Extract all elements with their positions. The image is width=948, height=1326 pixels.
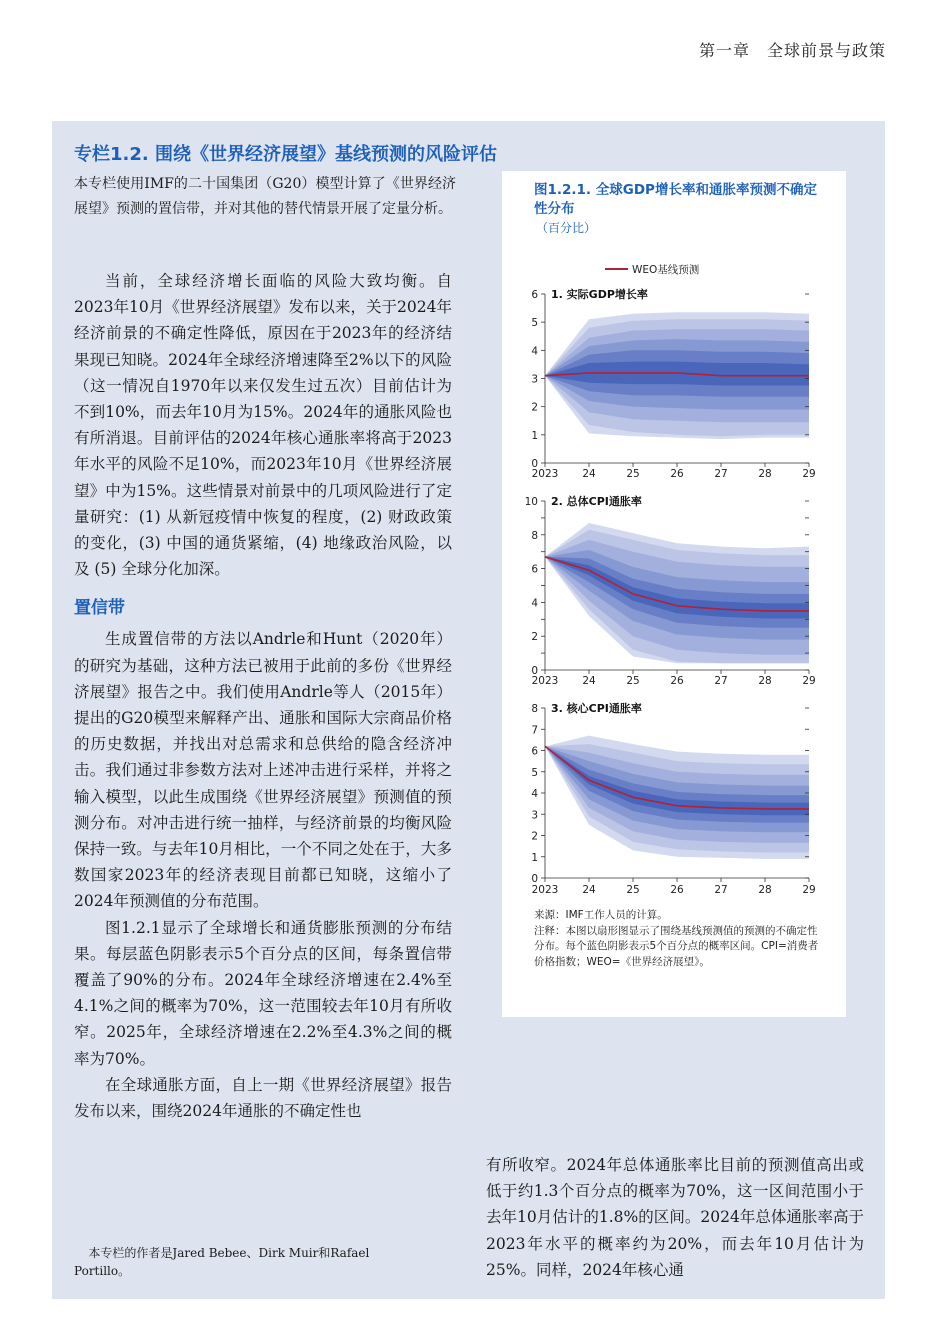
panel2-xtick-label: 28: [758, 675, 772, 687]
panel1-ytick-label: 6: [531, 289, 538, 301]
panel1-xtick-label: 26: [670, 468, 684, 480]
panel1-ytick-label: 1: [531, 429, 538, 442]
panel2-ytick-label: 10: [524, 496, 538, 508]
running-head: 第一章 全球前景与政策: [698, 41, 886, 60]
figure-source: 来源：IMF工作人员的计算。: [534, 909, 668, 921]
panel3-xtick-label: 28: [758, 884, 772, 896]
panel2-xtick-label: 27: [714, 675, 728, 687]
panel1-xtick-label: 29: [802, 468, 816, 480]
fan-chart-svg: [502, 171, 846, 901]
panel3-title: 3. 核心CPI通胀率: [551, 702, 642, 715]
paragraph-2: 生成置信带的方法以Andrle和Hunt（2020年）的研究为基础，这种方法已被用于此前的多份《世界经济展望》报告之中。我们使用Andrle等人（2015年）提出的G20模型来解释产出、通胀和国际大宗商品价格的历史数据，并找出对总需求和总供给的隐含经济冲击。我们通过非参数方法对上述冲击进行采样，并将之输入模型，以此生成围绕《世界经济展望》预测值的预测分布。对冲击进行统一抽样，与经济前景的均衡风险保持一致。与去年10月相比，一个不同之处在于，大多数国家2023年的经济表现目前都已知晓，这缩小了2024年预测值的分布范围。: [74, 630, 452, 911]
box-title: 专栏1.2. 围绕《世界经济展望》基线预测的风险评估: [74, 144, 497, 165]
panel3-ytick-label: 1: [531, 851, 538, 864]
panel3-ytick-label: 8: [531, 703, 538, 715]
legend-label-baseline: WEO基线预测: [632, 264, 700, 276]
figure-notes: [534, 908, 824, 970]
footnote-text: 本专栏的作者是Jared Bebee、Dirk Muir和Rafael Portillo。: [74, 1246, 370, 1278]
panel2-xtick-label: 29: [802, 675, 816, 687]
panel2-ytick-label: 6: [531, 563, 538, 576]
panel1-ytick-label: 4: [531, 345, 538, 358]
panel2-ytick-label: 4: [531, 597, 538, 610]
paragraph-5: 有所收窄。2024年总体通胀率比目前的预测值高出或低于约1.3个百分点的概率为70%，这一区间范围小于去年10月估计的1.8%的区间。2024年总体通胀率高于2023年水平的概率约为20%，而去年10月估计为25%。同样，2024年核心通: [486, 1156, 864, 1279]
panel3-xtick-label: 25: [626, 884, 640, 896]
panel3-ytick-label: 0: [531, 873, 538, 885]
panel2-ytick-label: 8: [531, 529, 538, 542]
panel2-ytick-label: 0: [531, 665, 538, 677]
box-intro: 本专栏使用IMF的二十国集团（G20）模型计算了《世界经济展望》预测的置信带，并对其他的替代情景开展了定量分析。: [74, 176, 456, 217]
paragraph-3: 图1.2.1显示了全球增长和通货膨胀预测的分布结果。每层蓝色阴影表示5个百分点的区间，每条置信带覆盖了90%的分布。2024年全球经济增速在2.4%至4.1%之间的概率为70%，这一范围较去年10月有所收窄。2025年，全球经济增速在2.2%至4.3%之间的概率为70%。: [74, 918, 452, 1068]
figure-subtitle: （百分比）: [536, 221, 597, 235]
panel1-xtick-label: 28: [758, 468, 772, 480]
panel3-ytick-label: 3: [531, 809, 538, 822]
panel2-xtick-label: 24: [582, 675, 596, 687]
panel3-ytick-label: 7: [531, 724, 538, 737]
panel1-xtick-label: 2023: [531, 468, 559, 480]
panel2-xtick-label: 25: [626, 675, 640, 687]
panel2-title: 2. 总体CPI通胀率: [551, 495, 642, 508]
panel1-ytick-label: 2: [531, 401, 538, 414]
panel3-ytick-label: 5: [531, 766, 538, 779]
panel2-ytick-label: 2: [531, 631, 538, 644]
panel3-ytick-label: 6: [531, 745, 538, 758]
figure-title: 图1.2.1. 全球GDP增长率和通胀率预测不确定性分布: [534, 182, 817, 217]
panel3-xtick-label: 26: [670, 884, 684, 896]
paragraph-4: 在全球通胀方面，自上一期《世界经济展望》报告发布以来，围绕2024年通胀的不确定性也: [74, 1075, 452, 1121]
panel1-xtick-label: 24: [582, 468, 596, 480]
panel3-xtick-label: 2023: [531, 884, 559, 896]
panel3-ytick-label: 2: [531, 830, 538, 843]
panel3-xtick-label: 29: [802, 884, 816, 896]
panel3-xtick-label: 24: [582, 884, 596, 896]
panel2-xtick-label: 2023: [531, 675, 559, 687]
left-column: [74, 268, 452, 1124]
panel3-xtick-label: 27: [714, 884, 728, 896]
panel1-xtick-label: 25: [626, 468, 640, 480]
figure-panel: [502, 171, 846, 1017]
panel1-ytick-label: 0: [531, 458, 538, 470]
panel1-title: 1. 实际GDP增长率: [551, 288, 648, 301]
panel3-ytick-label: 4: [531, 788, 538, 800]
panel2-xtick-label: 26: [670, 675, 684, 687]
right-column: [486, 1152, 864, 1283]
panel1-ytick-label: 3: [531, 373, 538, 386]
paragraph-1: 当前，全球经济增长面临的风险大致均衡。自2023年10月《世界经济展望》发布以来，关于2024年经济前景的不确定性降低，原因在于2023年的经济结果现已知晓。2024年全球经济增速降至2%以下的风险（这一情况自1970年以来仅发生过五次）目前估计为不到10%，而去年10月为15%。2024年的通胀风险也有所消退。目前评估的2024年核心通胀率将高于2023年水平的风险不足10%，而2023年10月《世界经济展望》中为15%。这些情景对前景中的几项风险进行了定量研究：(1) 从新冠疫情中恢复的程度，(2) 财政政策的变化，(3) 中国的通货紧缩，(4) 地缘政治风险，以及 (5) 全球分化加深。: [74, 272, 452, 579]
panel1-xtick-label: 27: [714, 468, 728, 480]
panel1-ytick-label: 5: [531, 317, 538, 330]
section-heading: 置信带: [74, 598, 125, 619]
figure-note: 注释：本图以扇形图显示了围绕基线预测值的预测的不确定性分布。每个蓝色阴影表示5个百分点的概率区间。CPI=消费者价格指数；WEO=《世界经济展望》。: [534, 924, 819, 968]
author-footnote: [74, 1244, 414, 1280]
